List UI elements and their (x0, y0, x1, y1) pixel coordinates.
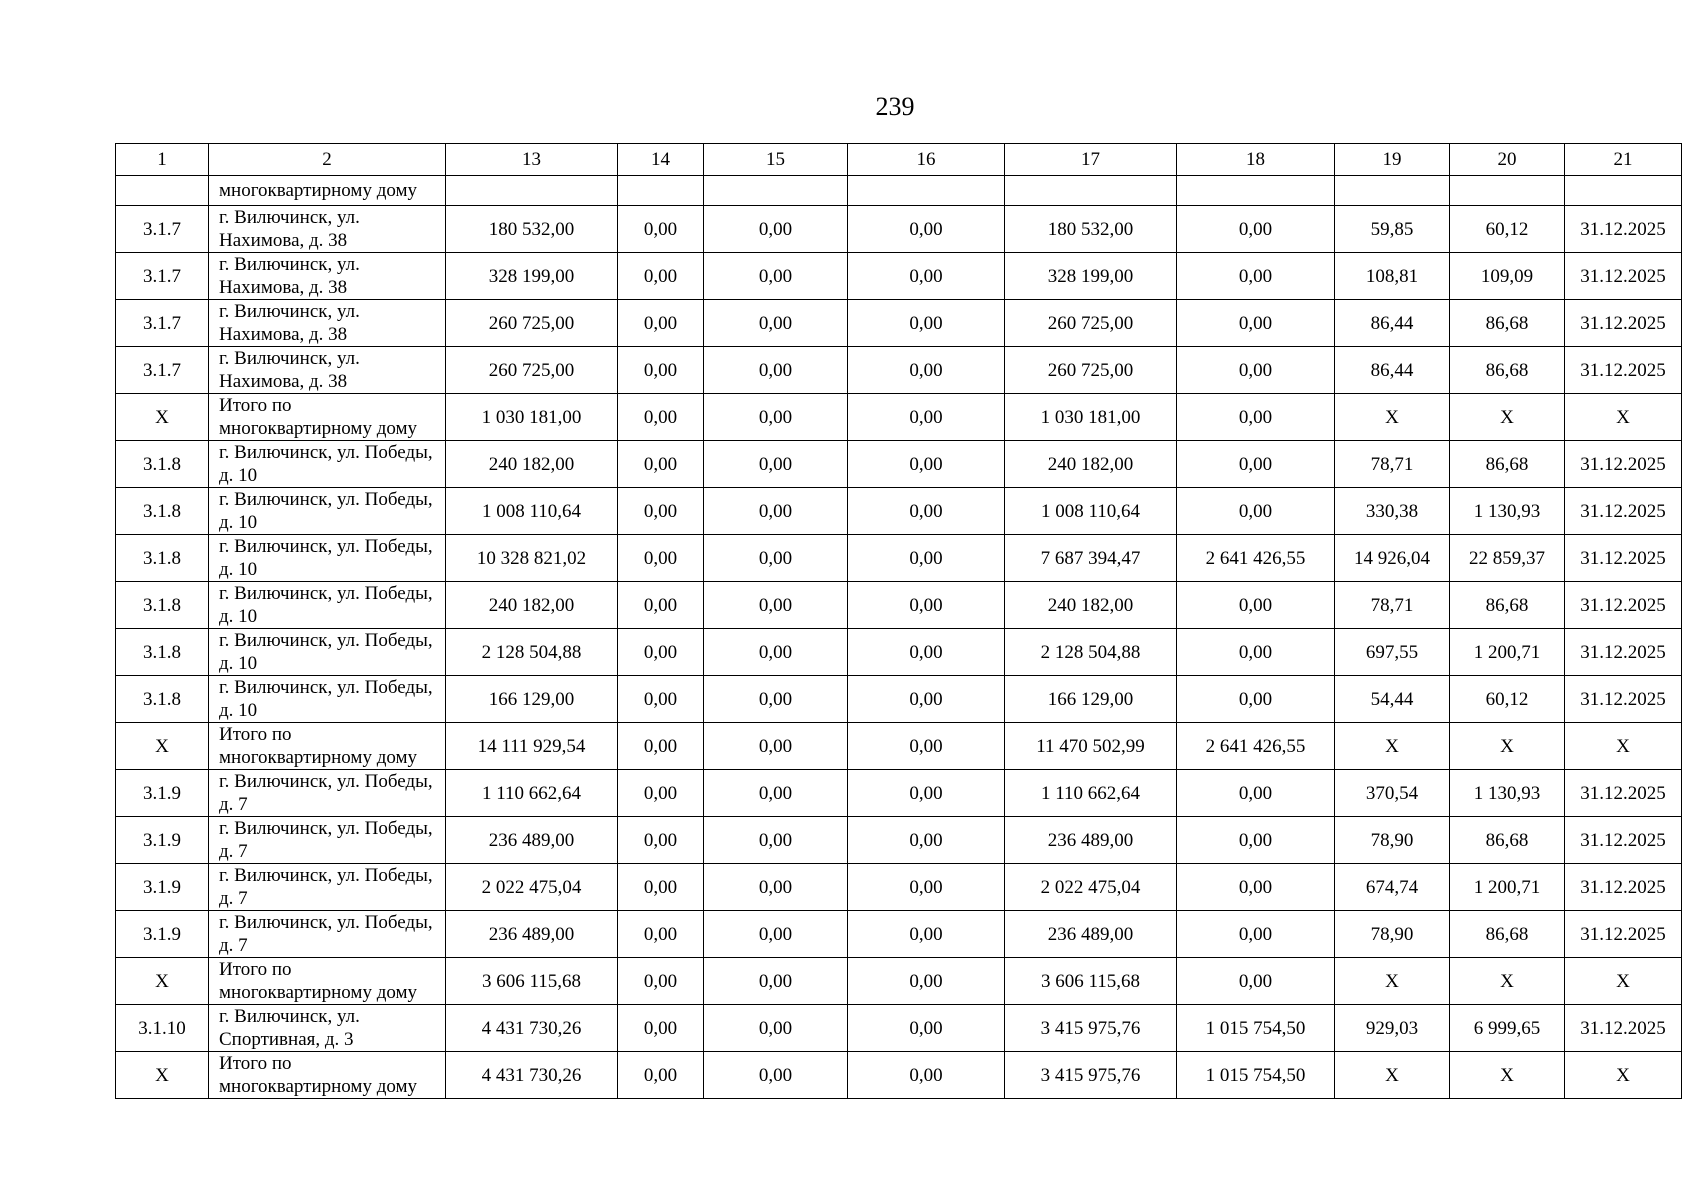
table-cell: 0,00 (848, 582, 1005, 629)
table-cell: 1 008 110,64 (446, 488, 618, 535)
table-cell: 3.1.8 (116, 676, 209, 723)
table-cell: 0,00 (848, 911, 1005, 958)
table-cell: 86,68 (1450, 300, 1565, 347)
table-cell (116, 176, 209, 206)
table-row (116, 488, 1682, 535)
table-cell: 0,00 (1177, 441, 1335, 488)
table-cell: 0,00 (848, 394, 1005, 441)
table-cell: 0,00 (1177, 911, 1335, 958)
table-cell: г. Вилючинск, ул. Победы, д. 10 (209, 441, 446, 488)
table-cell: 0,00 (848, 817, 1005, 864)
table-cell: 166 129,00 (446, 676, 618, 723)
table-cell: 0,00 (1177, 676, 1335, 723)
table-cell (1450, 176, 1565, 206)
table-cell: 3.1.9 (116, 864, 209, 911)
table-cell: 260 725,00 (1005, 300, 1177, 347)
table-row (116, 864, 1682, 911)
data-table (115, 143, 1682, 1099)
table-cell: 0,00 (618, 582, 704, 629)
table-cell: 7 687 394,47 (1005, 535, 1177, 582)
table-cell: 0,00 (618, 770, 704, 817)
table-cell: 0,00 (848, 206, 1005, 253)
table-cell: 86,68 (1450, 347, 1565, 394)
table-cell: 1 008 110,64 (1005, 488, 1177, 535)
table-cell (848, 176, 1005, 206)
column-header: 15 (704, 144, 848, 176)
table-cell: 2 022 475,04 (1005, 864, 1177, 911)
table-cell: 0,00 (618, 958, 704, 1005)
table-row (116, 911, 1682, 958)
table-row (116, 723, 1682, 770)
table-cell: 31.12.2025 (1565, 441, 1682, 488)
table-cell: 86,44 (1335, 347, 1450, 394)
column-header: 20 (1450, 144, 1565, 176)
table-cell: 10 328 821,02 (446, 535, 618, 582)
table-cell: 2 128 504,88 (446, 629, 618, 676)
table-cell: 0,00 (704, 253, 848, 300)
table-cell: 2 641 426,55 (1177, 723, 1335, 770)
table-cell: 0,00 (704, 394, 848, 441)
table-row (116, 770, 1682, 817)
table-cell: 0,00 (848, 535, 1005, 582)
table-cell: 3.1.8 (116, 535, 209, 582)
table-cell: 0,00 (704, 723, 848, 770)
table-cell: 3 415 975,76 (1005, 1005, 1177, 1052)
table-cell: 14 926,04 (1335, 535, 1450, 582)
table-cell: 78,71 (1335, 582, 1450, 629)
table-row (116, 1052, 1682, 1099)
table-cell: Х (1565, 958, 1682, 1005)
table-cell: г. Вилючинск, ул. Победы, д. 10 (209, 488, 446, 535)
table-cell: 1 130,93 (1450, 770, 1565, 817)
table-cell: 54,44 (1335, 676, 1450, 723)
table-cell: 0,00 (1177, 958, 1335, 1005)
table-cell: 0,00 (1177, 864, 1335, 911)
table-cell: 0,00 (618, 206, 704, 253)
table-cell: г. Вилючинск, ул. Победы, д. 7 (209, 770, 446, 817)
table-cell: 109,09 (1450, 253, 1565, 300)
table-cell: 3.1.9 (116, 770, 209, 817)
table-cell: 31.12.2025 (1565, 817, 1682, 864)
column-header: 1 (116, 144, 209, 176)
table-cell: 14 111 929,54 (446, 723, 618, 770)
table-cell: Х (1335, 723, 1450, 770)
table-cell: 674,74 (1335, 864, 1450, 911)
table-cell: 180 532,00 (446, 206, 618, 253)
table-cell: 86,44 (1335, 300, 1450, 347)
table-cell: 1 015 754,50 (1177, 1052, 1335, 1099)
table-cell: 31.12.2025 (1565, 864, 1682, 911)
table-cell: Х (1450, 958, 1565, 1005)
table-cell: 0,00 (704, 911, 848, 958)
table-cell: 0,00 (618, 441, 704, 488)
table-cell: 0,00 (704, 1005, 848, 1052)
table-row (116, 1005, 1682, 1052)
table-cell: 31.12.2025 (1565, 206, 1682, 253)
table-cell: 0,00 (704, 347, 848, 394)
table-cell: 86,68 (1450, 441, 1565, 488)
column-header: 16 (848, 144, 1005, 176)
table-cell: 3 606 115,68 (1005, 958, 1177, 1005)
table-cell: 31.12.2025 (1565, 676, 1682, 723)
table-cell: 328 199,00 (1005, 253, 1177, 300)
table-cell: 3.1.8 (116, 582, 209, 629)
table-cell: 31.12.2025 (1565, 347, 1682, 394)
table-row (116, 535, 1682, 582)
table-cell: 180 532,00 (1005, 206, 1177, 253)
table-cell: 1 015 754,50 (1177, 1005, 1335, 1052)
column-header: 14 (618, 144, 704, 176)
table-cell: 0,00 (848, 441, 1005, 488)
table-row (116, 958, 1682, 1005)
table-cell: 1 110 662,64 (446, 770, 618, 817)
table-cell: 236 489,00 (1005, 817, 1177, 864)
table-cell: 0,00 (1177, 300, 1335, 347)
table-cell: 0,00 (618, 723, 704, 770)
table-cell: 240 182,00 (1005, 582, 1177, 629)
table-cell: 0,00 (1177, 817, 1335, 864)
table-cell: 0,00 (704, 300, 848, 347)
table-cell: 260 725,00 (1005, 347, 1177, 394)
table-cell: Х (1565, 723, 1682, 770)
table-cell: г. Вилючинск, ул. Нахимова, д. 38 (209, 347, 446, 394)
table-cell: 0,00 (704, 864, 848, 911)
table-cell: г. Вилючинск, ул. Победы, д. 10 (209, 535, 446, 582)
table-row (116, 253, 1682, 300)
table-cell: 6 999,65 (1450, 1005, 1565, 1052)
table-cell (618, 176, 704, 206)
table-cell: 236 489,00 (446, 817, 618, 864)
table-cell: 2 128 504,88 (1005, 629, 1177, 676)
table-cell: Итого по многоквартирному дому (209, 1052, 446, 1099)
table-cell: многоквартирному дому (209, 176, 446, 206)
table-cell: 3.1.7 (116, 253, 209, 300)
table-cell (1335, 176, 1450, 206)
table-cell: 31.12.2025 (1565, 535, 1682, 582)
table-cell: 328 199,00 (446, 253, 618, 300)
table-cell: 11 470 502,99 (1005, 723, 1177, 770)
table-cell: 0,00 (618, 253, 704, 300)
table-cell: 1 110 662,64 (1005, 770, 1177, 817)
table-cell: 31.12.2025 (1565, 300, 1682, 347)
table-cell: г. Вилючинск, ул. Победы, д. 7 (209, 911, 446, 958)
table-cell: 0,00 (704, 1052, 848, 1099)
table-cell: 3.1.8 (116, 441, 209, 488)
table-cell: Х (1335, 1052, 1450, 1099)
table-cell: 31.12.2025 (1565, 770, 1682, 817)
table-row (116, 582, 1682, 629)
table-cell (704, 176, 848, 206)
table-cell: 330,38 (1335, 488, 1450, 535)
table-cell: 86,68 (1450, 582, 1565, 629)
table-cell: Х (1565, 1052, 1682, 1099)
table-cell: 0,00 (618, 817, 704, 864)
table-cell: 0,00 (848, 770, 1005, 817)
table-cell: 78,90 (1335, 817, 1450, 864)
table-cell: 3.1.8 (116, 488, 209, 535)
table-cell: 3 415 975,76 (1005, 1052, 1177, 1099)
table-cell: 929,03 (1335, 1005, 1450, 1052)
table-cell (1177, 176, 1335, 206)
table-cell: 0,00 (704, 629, 848, 676)
table-cell: 3.1.8 (116, 629, 209, 676)
table-cell: 1 030 181,00 (1005, 394, 1177, 441)
table-row (116, 817, 1682, 864)
table-cell: 0,00 (704, 441, 848, 488)
table-cell: 0,00 (848, 347, 1005, 394)
table-cell: г. Вилючинск, ул. Победы, д. 10 (209, 582, 446, 629)
table-cell: г. Вилючинск, ул. Победы, д. 10 (209, 676, 446, 723)
table-cell: 1 200,71 (1450, 629, 1565, 676)
table-cell: 31.12.2025 (1565, 629, 1682, 676)
table-cell: 0,00 (704, 817, 848, 864)
table-cell: 0,00 (618, 535, 704, 582)
table-cell: Х (1335, 394, 1450, 441)
table-cell: 0,00 (618, 864, 704, 911)
column-header: 19 (1335, 144, 1450, 176)
table-cell: 0,00 (848, 958, 1005, 1005)
table-cell: Х (116, 958, 209, 1005)
table-cell: 0,00 (848, 1052, 1005, 1099)
table-cell: 31.12.2025 (1565, 911, 1682, 958)
table-cell: 240 182,00 (446, 582, 618, 629)
table-cell: 0,00 (848, 676, 1005, 723)
table-cell: 0,00 (848, 629, 1005, 676)
table-row (116, 629, 1682, 676)
table-row (116, 394, 1682, 441)
table-cell: 0,00 (704, 676, 848, 723)
table-cell: 31.12.2025 (1565, 582, 1682, 629)
table-cell: Итого по многоквартирному дому (209, 958, 446, 1005)
table-cell: 240 182,00 (446, 441, 618, 488)
table-cell: г. Вилючинск, ул. Нахимова, д. 38 (209, 253, 446, 300)
table-cell: 0,00 (618, 1005, 704, 1052)
table-cell: г. Вилючинск, ул. Спортивная, д. 3 (209, 1005, 446, 1052)
table-cell: Итого по многоквартирному дому (209, 394, 446, 441)
table-cell: 1 130,93 (1450, 488, 1565, 535)
table-cell: 370,54 (1335, 770, 1450, 817)
table-cell: 0,00 (1177, 206, 1335, 253)
table-cell: 697,55 (1335, 629, 1450, 676)
table-cell: 0,00 (618, 629, 704, 676)
table-cell: 3.1.9 (116, 911, 209, 958)
table-cell: 166 129,00 (1005, 676, 1177, 723)
table-cell: 86,68 (1450, 911, 1565, 958)
table-cell: 240 182,00 (1005, 441, 1177, 488)
table-row (116, 676, 1682, 723)
table-cell: 0,00 (1177, 770, 1335, 817)
table-cell: 1 200,71 (1450, 864, 1565, 911)
table-cell: 0,00 (848, 300, 1005, 347)
table-cell: 4 431 730,26 (446, 1005, 618, 1052)
table-cell: 0,00 (704, 770, 848, 817)
table-cell: Х (1565, 394, 1682, 441)
page-number: 239 (875, 92, 915, 121)
table-cell: 78,71 (1335, 441, 1450, 488)
column-header: 13 (446, 144, 618, 176)
table-cell (1005, 176, 1177, 206)
column-header: 17 (1005, 144, 1177, 176)
table-cell: 0,00 (848, 864, 1005, 911)
table-cell: 0,00 (618, 1052, 704, 1099)
table-cell (1565, 176, 1682, 206)
table-cell: 0,00 (848, 253, 1005, 300)
table-cell: 236 489,00 (446, 911, 618, 958)
table-cell: 59,85 (1335, 206, 1450, 253)
table-cell: 0,00 (848, 1005, 1005, 1052)
table-cell: 0,00 (848, 723, 1005, 770)
column-header: 21 (1565, 144, 1682, 176)
table-cell: 0,00 (704, 582, 848, 629)
table-cell: г. Вилючинск, ул. Победы, д. 10 (209, 629, 446, 676)
table-cell: 3.1.10 (116, 1005, 209, 1052)
table-cell: 0,00 (1177, 394, 1335, 441)
table-cell: Х (1450, 723, 1565, 770)
table-cell: 0,00 (618, 394, 704, 441)
table-cell: 3 606 115,68 (446, 958, 618, 1005)
table-cell: 60,12 (1450, 206, 1565, 253)
table-cell: 22 859,37 (1450, 535, 1565, 582)
table-cell: 0,00 (1177, 488, 1335, 535)
table-cell: 0,00 (704, 206, 848, 253)
continuation-row (116, 176, 1682, 206)
table-cell: Х (1450, 1052, 1565, 1099)
table-cell: 78,90 (1335, 911, 1450, 958)
table-cell: 2 022 475,04 (446, 864, 618, 911)
table-cell: 0,00 (618, 488, 704, 535)
table-cell: 0,00 (618, 300, 704, 347)
table-cell: 0,00 (704, 958, 848, 1005)
table-cell: Х (116, 1052, 209, 1099)
table-cell: 3.1.9 (116, 817, 209, 864)
table-cell: 2 641 426,55 (1177, 535, 1335, 582)
table-cell: 260 725,00 (446, 300, 618, 347)
table-cell: 0,00 (704, 535, 848, 582)
table-cell: 0,00 (1177, 253, 1335, 300)
column-header: 2 (209, 144, 446, 176)
table-cell (446, 176, 618, 206)
table-cell: Х (116, 723, 209, 770)
table-cell: 0,00 (618, 676, 704, 723)
table-cell: 0,00 (1177, 629, 1335, 676)
table-cell: 236 489,00 (1005, 911, 1177, 958)
table-cell: 3.1.7 (116, 300, 209, 347)
table-cell: 1 030 181,00 (446, 394, 618, 441)
table-cell: 3.1.7 (116, 347, 209, 394)
table-cell: 0,00 (704, 488, 848, 535)
table-cell: г. Вилючинск, ул. Победы, д. 7 (209, 864, 446, 911)
table-cell: 0,00 (1177, 347, 1335, 394)
table-cell: 260 725,00 (446, 347, 618, 394)
table-row (116, 347, 1682, 394)
table-cell: Х (1335, 958, 1450, 1005)
table-cell: 0,00 (618, 347, 704, 394)
table-cell: 3.1.7 (116, 206, 209, 253)
table-cell: 31.12.2025 (1565, 1005, 1682, 1052)
table-row (116, 206, 1682, 253)
table-cell: Х (116, 394, 209, 441)
table-cell: 108,81 (1335, 253, 1450, 300)
table-cell: 31.12.2025 (1565, 488, 1682, 535)
table-cell: 0,00 (618, 911, 704, 958)
table-cell: 86,68 (1450, 817, 1565, 864)
table-cell: 0,00 (848, 488, 1005, 535)
table-cell: г. Вилючинск, ул. Нахимова, д. 38 (209, 300, 446, 347)
table-cell: 60,12 (1450, 676, 1565, 723)
table-cell: 31.12.2025 (1565, 253, 1682, 300)
header-row (116, 144, 1682, 176)
table-row (116, 300, 1682, 347)
table-cell: 4 431 730,26 (446, 1052, 618, 1099)
table-cell: Х (1450, 394, 1565, 441)
table-cell: г. Вилючинск, ул. Нахимова, д. 38 (209, 206, 446, 253)
table-cell: Итого по многоквартирному дому (209, 723, 446, 770)
table-row (116, 441, 1682, 488)
table-cell: г. Вилючинск, ул. Победы, д. 7 (209, 817, 446, 864)
table-cell: 0,00 (1177, 582, 1335, 629)
column-header: 18 (1177, 144, 1335, 176)
